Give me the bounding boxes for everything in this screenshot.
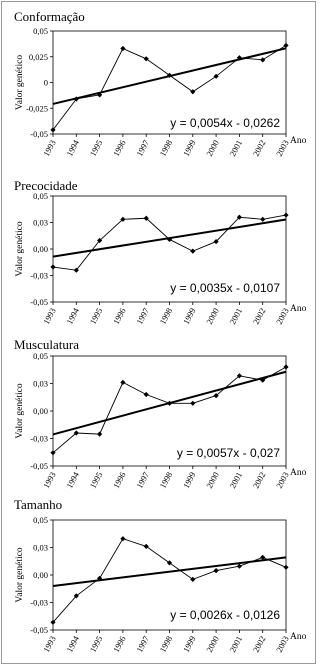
x-tick-label: 1995 [87, 634, 105, 654]
x-tick-label: 2001 [227, 634, 245, 654]
x-tick-label: 2002 [250, 306, 268, 326]
y-tick-label: 0,03 [33, 378, 48, 389]
x-tick-label: 1994 [64, 470, 82, 490]
x-tick-label: 2003 [273, 634, 291, 654]
y-tick-label: 0,00 [33, 244, 48, 254]
x-axis-label: Ano [290, 136, 307, 146]
x-tick-label: 1996 [110, 138, 128, 158]
y-tick-label: -0,03 [30, 270, 48, 281]
x-tick-label: 1993 [40, 470, 58, 490]
y-tick-label: 0 [43, 77, 48, 88]
y-tick-label: -0,03 [30, 433, 48, 444]
x-tick-label: 1999 [180, 634, 198, 654]
chart-panel-2 [14, 178, 307, 326]
chart-title: Musculatura [14, 337, 79, 352]
x-tick-label: 1998 [157, 138, 175, 158]
x-tick-label: 1994 [64, 634, 82, 654]
y-tick-label: -0,05 [30, 297, 48, 307]
data-point [144, 392, 149, 397]
x-tick-label: 2003 [273, 470, 291, 490]
x-tick-label: 1993 [40, 634, 58, 654]
trendline-equation: y = 0,0035x - 0,0107 [170, 281, 280, 295]
y-axis-label: Valor genético [15, 383, 25, 439]
x-tick-label: 1998 [157, 470, 175, 490]
data-point [167, 401, 172, 406]
x-tick-label: 1999 [180, 306, 198, 326]
x-tick-label: 1995 [87, 470, 105, 490]
x-tick-label: 2003 [273, 138, 291, 158]
data-point [120, 46, 125, 51]
x-tick-label: 2001 [227, 138, 245, 158]
x-tick-label: 1995 [87, 138, 105, 158]
x-tick-label: 1996 [110, 634, 128, 654]
x-tick-label: 2000 [204, 306, 221, 326]
x-tick-label: 1995 [87, 306, 105, 326]
y-tick-label: 0,00 [33, 570, 48, 580]
x-tick-label: 2000 [204, 138, 221, 158]
y-axis-label: Valor genético [15, 54, 25, 111]
x-tick-label: 2003 [273, 306, 291, 326]
data-point [120, 380, 125, 385]
data-point [283, 43, 288, 48]
y-tick-label: 0,00 [33, 406, 48, 416]
y-tick-label: 0,025 [28, 51, 48, 62]
chart-title: Conformação [14, 9, 85, 24]
x-tick-label: 1993 [40, 306, 58, 326]
x-tick-label: 1997 [134, 634, 151, 654]
data-point [260, 217, 265, 222]
x-tick-label: 1999 [180, 470, 198, 490]
data-point [190, 401, 195, 406]
x-axis-label: Ano [290, 468, 307, 478]
x-tick-label: 1997 [134, 138, 151, 158]
trendline-equation: y = 0,0054x - 0,0262 [170, 116, 280, 130]
x-tick-label: 2001 [227, 470, 245, 490]
x-tick-label: 1994 [64, 138, 82, 158]
y-tick-label: 0,05 [33, 191, 48, 201]
chart-title: Precocidade [14, 178, 78, 193]
x-tick-label: 1996 [110, 470, 128, 490]
data-point [120, 536, 125, 541]
y-axis-label: Valor genético [15, 221, 25, 277]
trendline-equation: y = 0,0057x - 0,027 [176, 446, 280, 460]
x-tick-label: 2002 [250, 634, 268, 654]
x-tick-label: 1997 [134, 306, 151, 326]
y-tick-label: -0,05 [30, 461, 48, 471]
y-tick-label: -0,05 [30, 129, 48, 139]
x-tick-label: 1998 [157, 634, 175, 654]
y-tick-label: 0,05 [33, 515, 48, 525]
chart-panel-3 [14, 337, 307, 490]
x-axis-label: Ano [290, 304, 307, 314]
chart-panel-1 [14, 9, 307, 158]
series-line [53, 367, 286, 453]
x-axis-label: Ano [290, 632, 307, 642]
x-tick-label: 1999 [180, 138, 198, 158]
series-line [53, 215, 286, 270]
x-tick-label: 2000 [204, 470, 221, 490]
data-point [50, 264, 55, 269]
data-point [214, 568, 219, 573]
x-tick-label: 1997 [134, 470, 151, 490]
data-point [190, 249, 195, 254]
x-tick-label: 1994 [64, 306, 82, 326]
y-tick-label: -0,05 [30, 625, 48, 635]
data-point [97, 432, 102, 437]
x-tick-label: 2000 [204, 634, 221, 654]
y-tick-label: -0,03 [30, 597, 48, 608]
chart-panel-4 [14, 497, 307, 654]
y-tick-label: 0,05 [33, 26, 48, 36]
trendline-equation: y = 0,0026x - 0,0126 [170, 608, 280, 622]
y-tick-label: -0,025 [26, 103, 48, 114]
x-tick-label: 1998 [157, 306, 175, 326]
data-point [283, 212, 288, 217]
data-point [283, 565, 288, 570]
data-point [237, 564, 242, 569]
x-tick-label: 2002 [250, 138, 268, 158]
y-axis-label: Valor genético [15, 547, 25, 603]
x-tick-label: 2002 [250, 470, 268, 490]
chart-title: Tamanho [14, 497, 63, 512]
data-point [260, 57, 265, 62]
x-tick-label: 1993 [40, 138, 58, 158]
y-tick-label: 0,05 [33, 351, 48, 361]
x-tick-label: 1996 [110, 306, 128, 326]
data-point [283, 364, 288, 369]
y-tick-label: 0,03 [33, 542, 48, 553]
x-tick-label: 2001 [227, 306, 245, 326]
y-tick-label: 0,03 [33, 217, 48, 228]
